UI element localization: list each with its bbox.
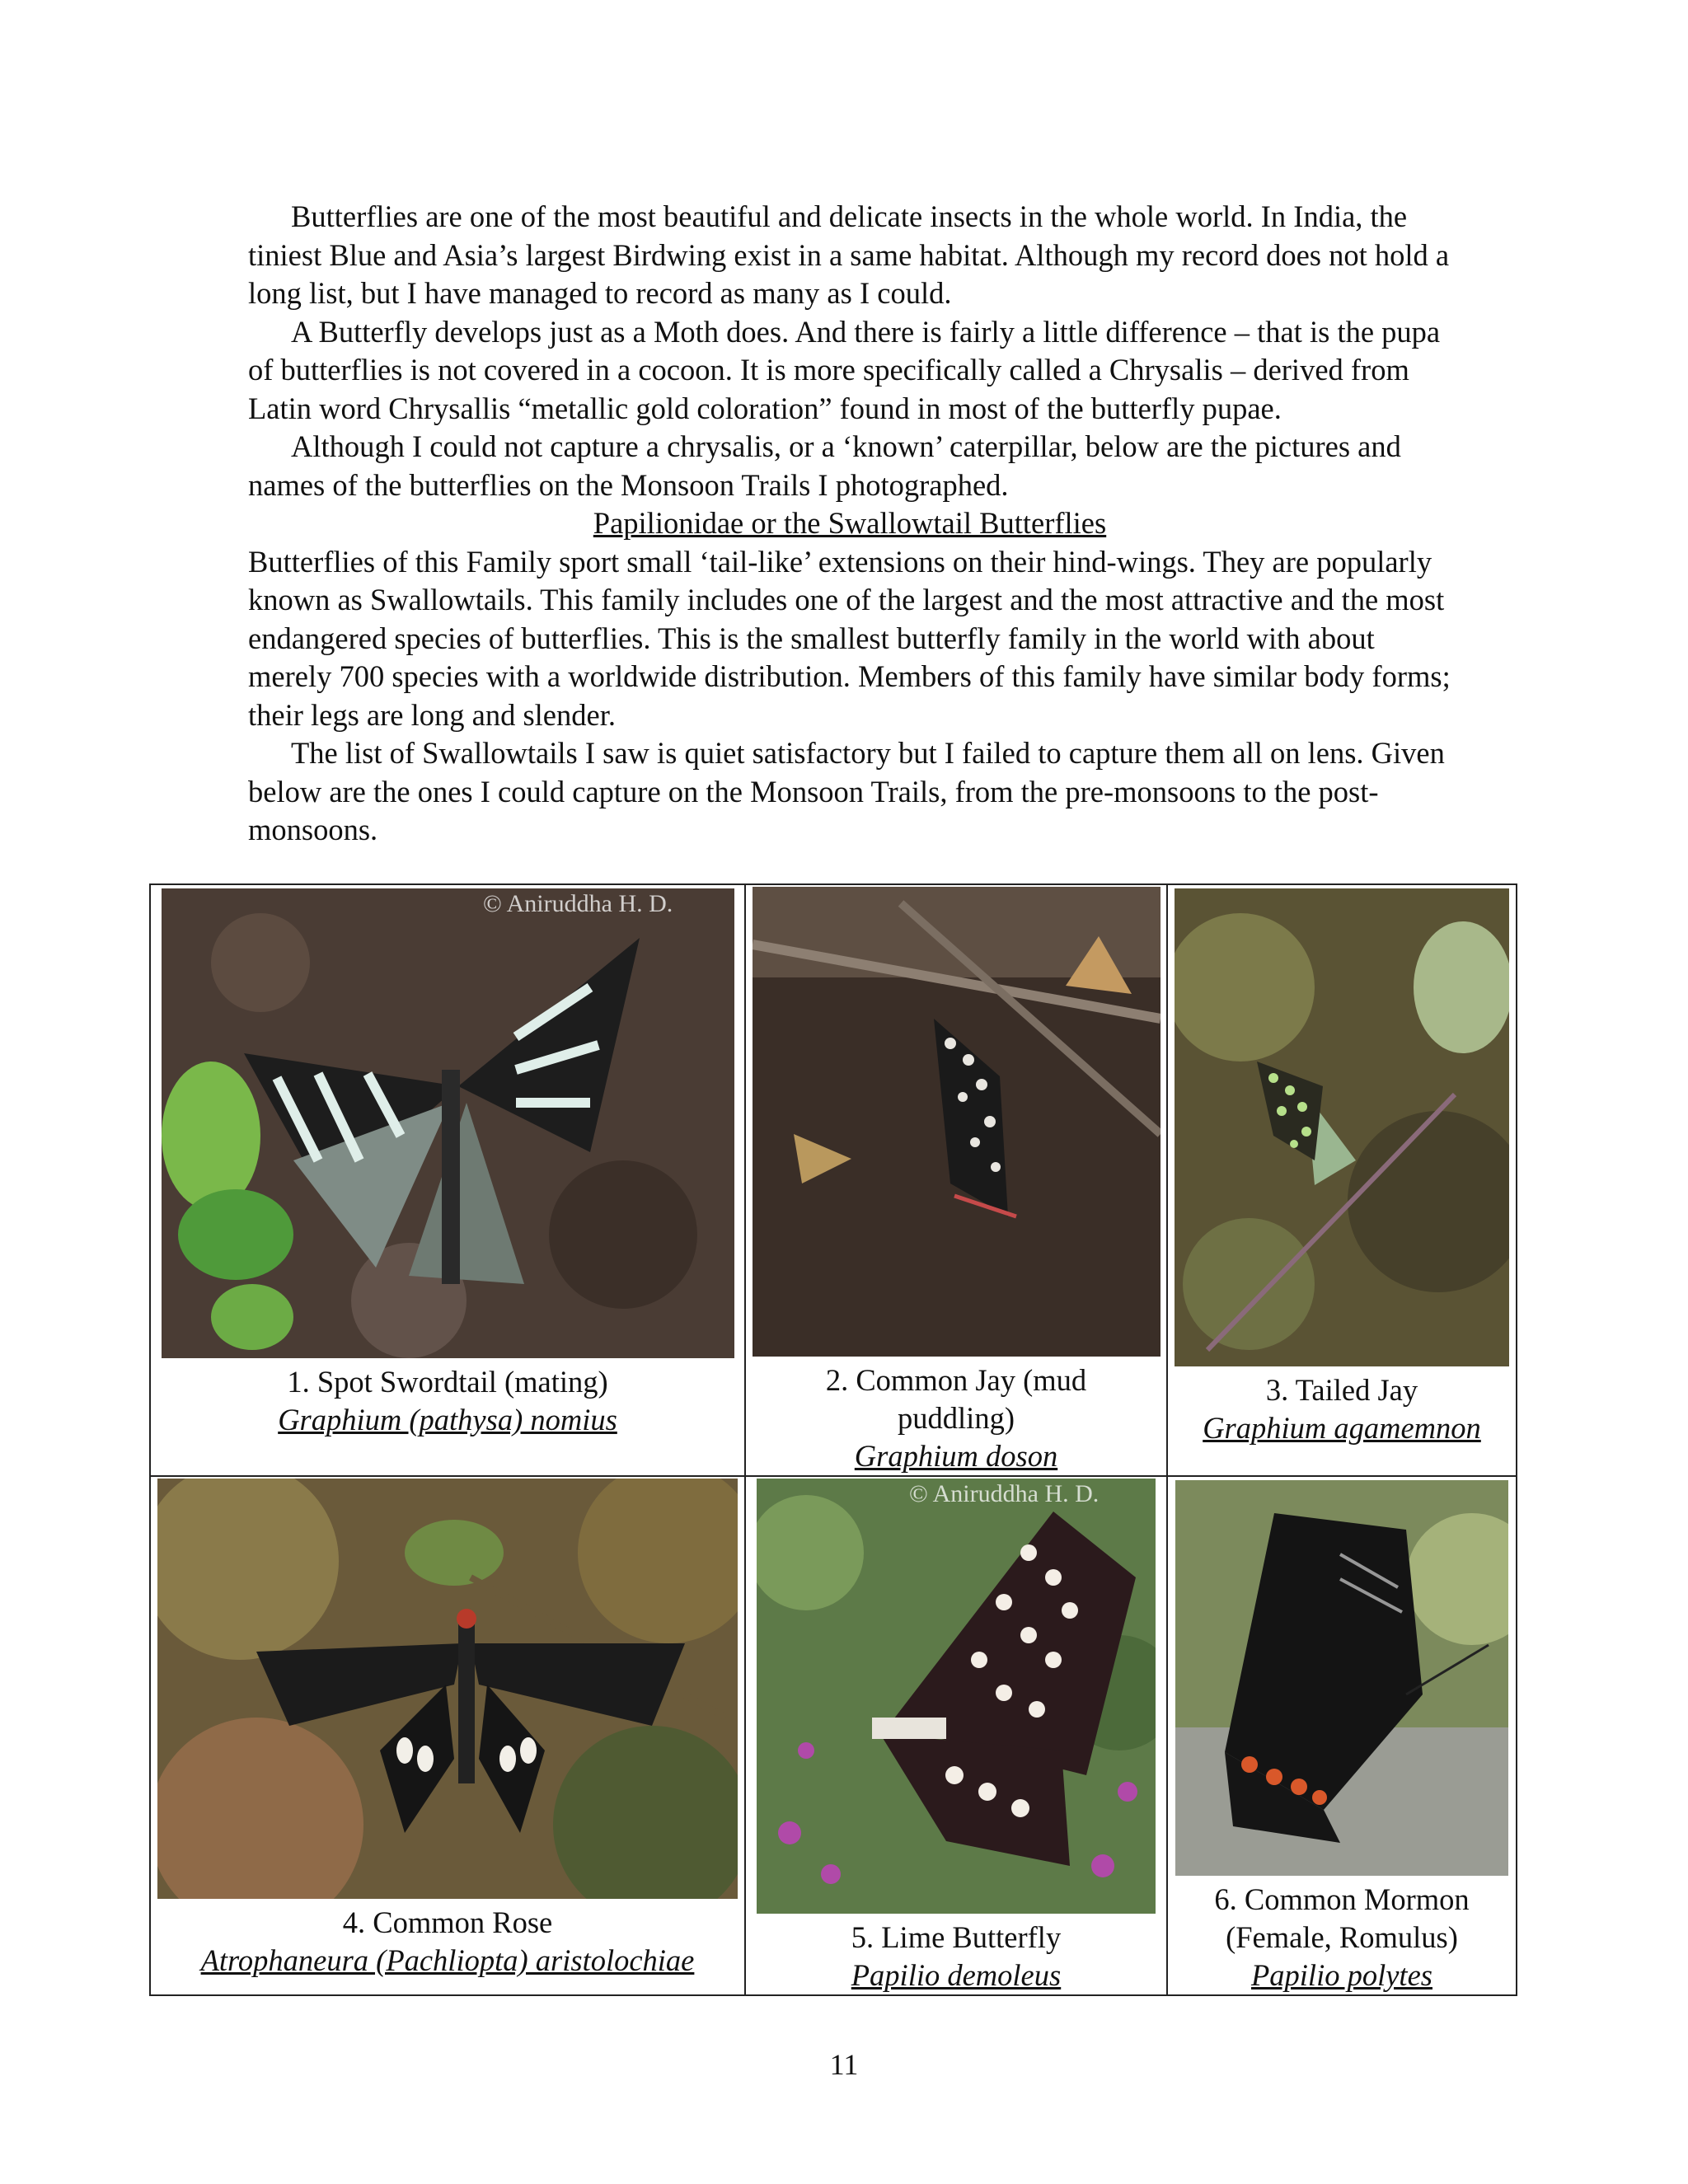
common-name: 3. Tailed Jay <box>1265 1373 1418 1407</box>
common-rose-photo <box>157 1479 738 1899</box>
scientific-name: Papilio demoleus <box>851 1958 1062 1992</box>
photo-cell-4 <box>150 1476 745 1995</box>
intro-paragraph-2: A Butterfly develops just as a Moth does. And there is fairly a little difference – that is the pupa of butterflies is not covered in a cocoon. It is more specifically called a Chrysalis – derived from Latin word Chrysallis “metallic gold coloration” found in most of the butterfly pupae. <box>248 314 1441 425</box>
common-jay-photo <box>753 887 1160 1357</box>
section-paragraph-2: The list of Swallowtails I saw is quiet satisfactory but I failed to capture them all on lens. Given below are the ones I could capture on the Monsoon Trails, from the pre-monsoons to the post-monsoons. <box>248 736 1445 846</box>
svg-text:© Aniruddha H. D.: © Aniruddha H. D. <box>482 890 673 917</box>
caption-5 <box>851 1919 1061 1994</box>
photo-cell-2 <box>745 884 1167 1476</box>
tailed-jay-photo <box>1175 888 1509 1366</box>
section-paragraph-1: Butterflies of this Family sport small ‘tail-like’ extensions on their hind-wings. They are popularly known as Swallowtails. This family includes one of the largest and the most attractive and the most endangered species of butterflies. This is the smallest butterfly family in the world with about merely 700 species with a worldwide distribution. Members of this family have similar body forms; their legs are long and slender. <box>248 544 1451 732</box>
scientific-name: Papilio polytes <box>1251 1958 1432 1992</box>
intro-paragraph-3: Although I could not capture a chrysalis, or a ‘known’ caterpillar, below are the pictures and names of the butterflies on the Monsoon Trails I photographed. <box>248 429 1401 502</box>
photo-cell-3 <box>1167 884 1517 1476</box>
scientific-name: Graphium agamemnon <box>1203 1411 1481 1445</box>
svg-text:© Aniruddha H. D.: © Aniruddha H. D. <box>909 1480 1100 1507</box>
body-text <box>248 198 1451 850</box>
caption-1 <box>278 1363 617 1439</box>
common-name: 6. Common Mormon (Female, Romulus) <box>1214 1882 1470 1954</box>
common-mormon-photo <box>1175 1480 1508 1876</box>
caption-4 <box>201 1904 695 1980</box>
photo-cell-1 <box>150 884 745 1476</box>
section-heading: Papilionidae or the Swallowtail Butterflies <box>593 506 1107 540</box>
caption-3 <box>1203 1371 1481 1447</box>
common-name: 4. Common Rose <box>342 1905 553 1939</box>
common-name: 5. Lime Butterfly <box>851 1920 1062 1954</box>
page-number: 11 <box>829 2048 859 2081</box>
lime-butterfly-photo <box>757 1479 1156 1914</box>
scientific-name: Graphium doson <box>854 1439 1058 1473</box>
photo-cell-5 <box>745 1476 1167 1995</box>
photo-grid <box>149 883 1517 1996</box>
caption-2 <box>799 1361 1113 1475</box>
intro-paragraph-1: Butterflies are one of the most beautiful and delicate insects in the whole world. In India, the tiniest Blue and Asia’s largest Birdwing exist in a same habitat. Although my record does not hold a long list, but I have managed to record as many as I could. <box>248 199 1450 310</box>
scientific-name: Graphium (pathysa) nomius <box>278 1403 617 1436</box>
spot-swordtail-photo <box>162 888 734 1358</box>
photo-cell-6 <box>1167 1476 1517 1995</box>
common-name: 1. Spot Swordtail (mating) <box>287 1365 608 1399</box>
common-name: 2. Common Jay (mud puddling) <box>825 1363 1087 1435</box>
caption-6 <box>1206 1881 1478 1994</box>
scientific-name: Atrophaneura (Pachliopta) aristolochiae <box>200 1943 695 1977</box>
